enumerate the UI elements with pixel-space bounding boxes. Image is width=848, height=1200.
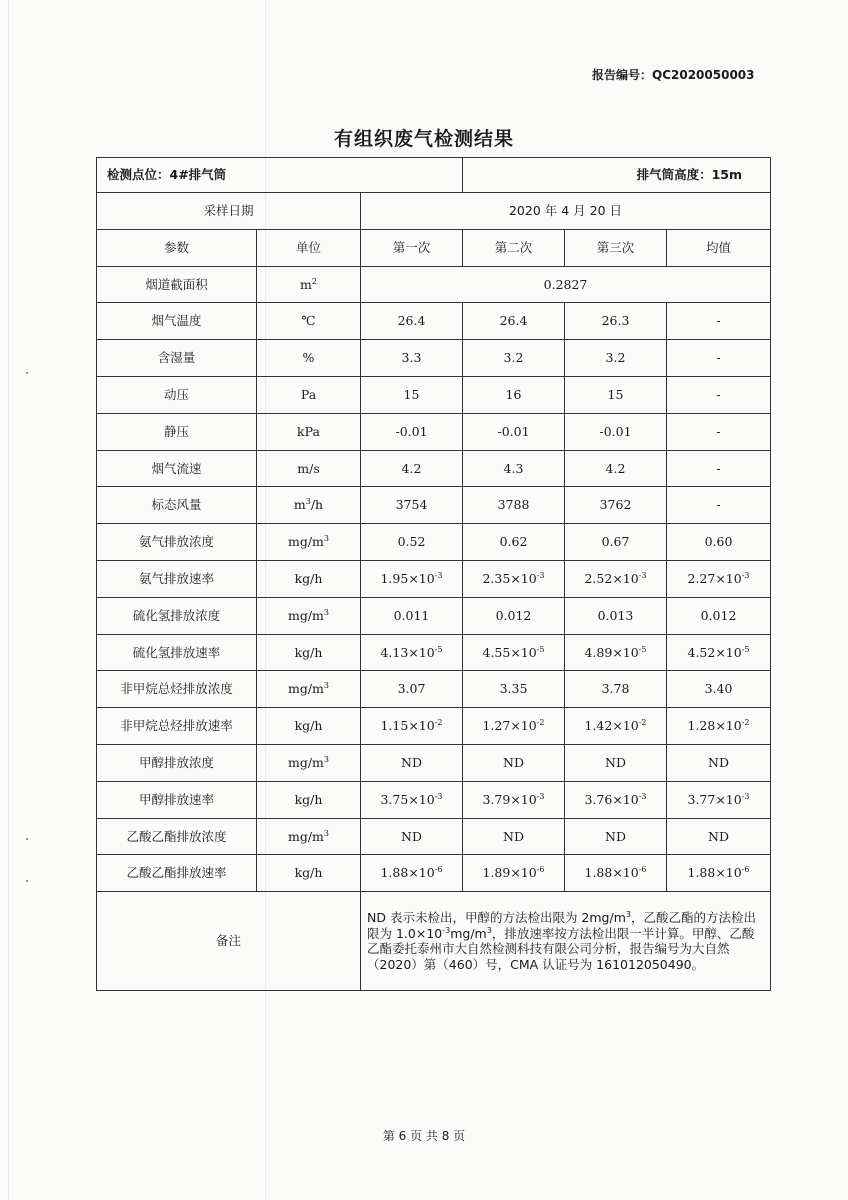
mean-value [667, 671, 771, 708]
remarks-sup: -3 [442, 925, 451, 935]
remarks-sup: 3 [486, 925, 492, 935]
mean-value [667, 744, 771, 781]
measurement-value [361, 413, 463, 450]
column-header: 参数 [97, 229, 257, 266]
measurement-value [565, 597, 667, 634]
remarks-sup: 3 [625, 909, 631, 919]
unit-suffix: /h [310, 497, 324, 513]
mean-value [667, 303, 771, 340]
table-row [97, 597, 771, 634]
measurement-value [565, 781, 667, 818]
unit-text: mg/m [287, 607, 324, 623]
unit-text: Pa [300, 387, 317, 403]
value-text: 15 [403, 387, 420, 403]
measurement-value [463, 303, 565, 340]
table-row [97, 855, 771, 892]
sampling-date-row [97, 193, 771, 230]
unit [257, 376, 361, 413]
value-text: 3.2 [503, 350, 524, 366]
measurement-value [361, 487, 463, 524]
value-text: - [716, 460, 721, 476]
table-row [97, 303, 771, 340]
measurement-value [463, 376, 565, 413]
value-text: - [716, 387, 721, 403]
value-text: 3754 [395, 497, 428, 513]
value-text: 4.2 [605, 460, 626, 476]
measurement-value [565, 671, 667, 708]
measurement-value [565, 634, 667, 671]
value-text: ND [401, 828, 422, 844]
measurement-value [565, 413, 667, 450]
param-name: 烟道截面积 [97, 266, 257, 303]
value-text: - [716, 350, 721, 366]
unit [257, 266, 361, 303]
value-exponent: -2 [434, 718, 443, 728]
table-row [97, 560, 771, 597]
measurement-value [361, 744, 463, 781]
value-text: - [716, 313, 721, 329]
results-table [96, 157, 771, 991]
value-exponent: -5 [741, 644, 750, 654]
mean-value [667, 487, 771, 524]
value-text: 3.77×10 [687, 791, 742, 807]
remarks-part: ND 表示未检出，甲醇的方法检出限为 2mg/m [367, 909, 626, 925]
header-row [97, 158, 771, 193]
column-header: 第三次 [565, 229, 667, 266]
unit [257, 340, 361, 377]
unit-text: mg/m [287, 681, 324, 697]
document-title: 有组织废气检测结果 [333, 128, 514, 150]
value-text: 3762 [599, 497, 632, 513]
measurement-value [361, 597, 463, 634]
value-text: ND [401, 755, 422, 771]
param-name: 甲醇排放浓度 [97, 744, 257, 781]
unit-text: kg/h [294, 791, 323, 807]
unit [257, 450, 361, 487]
value-text: ND [605, 828, 626, 844]
sampling-date-label: 采样日期 [97, 193, 361, 230]
table-row [97, 340, 771, 377]
value-exponent: -6 [638, 865, 647, 875]
sampling-date-value: 2020 年 4 月 20 日 [361, 193, 771, 230]
report-number: 报告编号：QC2020050003 [592, 68, 755, 82]
value-text: 0.011 [393, 607, 430, 623]
param-name: 氨气排放浓度 [97, 524, 257, 561]
unit [257, 597, 361, 634]
value-text: 4.55×10 [482, 644, 537, 660]
unit-text: kPa [297, 423, 320, 439]
column-header-row [97, 229, 771, 266]
measurement-value [361, 671, 463, 708]
measurement-value [361, 634, 463, 671]
value-exponent: -2 [741, 718, 750, 728]
unit-text: mg/m [287, 534, 324, 550]
value-text: 4.13×10 [380, 644, 435, 660]
param-name: 标态风量 [97, 487, 257, 524]
table-row [97, 413, 771, 450]
value-text: -0.01 [395, 423, 428, 439]
mean-value [667, 597, 771, 634]
mean-value [667, 634, 771, 671]
unit-text: kg/h [294, 571, 323, 587]
unit [257, 560, 361, 597]
measurement-value [463, 671, 565, 708]
remarks-row [97, 892, 771, 991]
scan-speck [26, 838, 28, 840]
param-name: 烟气温度 [97, 303, 257, 340]
page-footer: 第 6 页 共 8 页 [382, 1129, 466, 1143]
remarks-part: mg/m [450, 925, 487, 941]
param-name: 乙酸乙酯排放速率 [97, 855, 257, 892]
value-text: 3788 [497, 497, 530, 513]
value-text: 2.52×10 [584, 571, 639, 587]
param-name: 非甲烷总烃排放速率 [97, 708, 257, 745]
table-row [97, 487, 771, 524]
value-text: 3.78 [601, 681, 630, 697]
unit [257, 524, 361, 561]
paper-edge-line [8, 0, 9, 1200]
value-text: ND [503, 828, 524, 844]
value-exponent: -6 [536, 865, 545, 875]
area-value: 0.2827 [361, 266, 771, 303]
measurement-value [361, 855, 463, 892]
value-text: 4.2 [401, 460, 422, 476]
unit [257, 413, 361, 450]
param-name: 动压 [97, 376, 257, 413]
measurement-value [361, 376, 463, 413]
value-text: 3.35 [499, 681, 528, 697]
mean-value [667, 560, 771, 597]
value-text: 16 [505, 387, 522, 403]
unit-superscript: 3 [323, 607, 329, 617]
table-row [97, 744, 771, 781]
measurement-value [565, 524, 667, 561]
value-text: 1.88×10 [380, 865, 435, 881]
measurement-value [463, 818, 565, 855]
table-row [97, 708, 771, 745]
measurement-value [463, 781, 565, 818]
measurement-value [463, 450, 565, 487]
value-exponent: -3 [536, 791, 545, 801]
value-text: 26.3 [601, 313, 630, 329]
measurement-value [565, 450, 667, 487]
value-exponent: -3 [638, 791, 647, 801]
value-text: 3.76×10 [584, 791, 639, 807]
value-text: ND [605, 755, 626, 771]
table-row [97, 450, 771, 487]
value-exponent: -3 [638, 571, 647, 581]
value-text: 4.89×10 [584, 644, 639, 660]
measurement-value [361, 303, 463, 340]
value-text: 1.88×10 [687, 865, 742, 881]
unit [257, 855, 361, 892]
measurement-value [463, 340, 565, 377]
table-row [97, 671, 771, 708]
value-text: - [716, 423, 721, 439]
stack-height: 排气筒高度：15m [463, 158, 771, 193]
value-text: 1.95×10 [380, 571, 435, 587]
value-exponent: -3 [741, 791, 750, 801]
mean-value [667, 818, 771, 855]
unit-text: m [293, 497, 306, 513]
unit-text: ℃ [301, 313, 316, 329]
table-row [97, 524, 771, 561]
measurement-value [565, 560, 667, 597]
value-text: 1.15×10 [380, 718, 435, 734]
param-name: 乙酸乙酯排放浓度 [97, 818, 257, 855]
unit-superscript: 3 [305, 497, 311, 507]
value-exponent: -2 [536, 718, 545, 728]
measurement-value [361, 450, 463, 487]
value-text: 0.60 [704, 534, 733, 550]
measurement-value [361, 818, 463, 855]
unit-text: kg/h [294, 865, 323, 881]
measurement-value [565, 855, 667, 892]
measurement-value [463, 708, 565, 745]
measurement-value [565, 487, 667, 524]
value-text: 0.52 [397, 534, 426, 550]
value-text: 3.07 [397, 681, 426, 697]
mean-value [667, 413, 771, 450]
unit-text: m/s [297, 460, 320, 476]
value-text: ND [503, 755, 524, 771]
unit-text: kg/h [294, 718, 323, 734]
remarks-part: ，乙酸乙酯的方法检出限为 1.0×10 [367, 909, 756, 941]
unit [257, 818, 361, 855]
param-name: 甲醇排放速率 [97, 781, 257, 818]
measurement-value [463, 855, 565, 892]
measurement-value [565, 818, 667, 855]
unit-superscript: 3 [323, 534, 329, 544]
unit-superscript: 3 [323, 755, 329, 765]
column-header: 第一次 [361, 229, 463, 266]
value-text: 3.3 [401, 350, 422, 366]
measurement-value [463, 487, 565, 524]
mean-value [667, 340, 771, 377]
mean-value [667, 450, 771, 487]
unit [257, 671, 361, 708]
value-text: 4.3 [503, 460, 524, 476]
scan-speck [26, 880, 28, 882]
param-name: 非甲烷总烃排放浓度 [97, 671, 257, 708]
unit-text: mg/m [287, 755, 324, 771]
column-header: 第二次 [463, 229, 565, 266]
value-text: - [716, 497, 721, 513]
unit [257, 708, 361, 745]
measurement-value [361, 524, 463, 561]
value-exponent: -2 [638, 718, 647, 728]
unit [257, 487, 361, 524]
column-header: 单位 [257, 229, 361, 266]
value-text: 0.67 [601, 534, 630, 550]
param-name: 含湿量 [97, 340, 257, 377]
value-text: 1.88×10 [584, 865, 639, 881]
value-text: 0.62 [499, 534, 528, 550]
remarks-label: 备注 [97, 892, 361, 991]
table-row [97, 266, 771, 303]
measurement-value [463, 524, 565, 561]
measurement-value [565, 340, 667, 377]
unit [257, 744, 361, 781]
value-exponent: -3 [741, 571, 750, 581]
value-text: 15 [607, 387, 624, 403]
value-text: 26.4 [397, 313, 426, 329]
value-text: -0.01 [599, 423, 632, 439]
value-text: 26.4 [499, 313, 528, 329]
value-text: 1.27×10 [482, 718, 537, 734]
measurement-value [361, 781, 463, 818]
value-text: 3.79×10 [482, 791, 537, 807]
unit [257, 303, 361, 340]
param-name: 烟气流速 [97, 450, 257, 487]
value-text: 3.2 [605, 350, 626, 366]
scan-speck [26, 372, 28, 374]
param-name: 氨气排放速率 [97, 560, 257, 597]
unit [257, 781, 361, 818]
table-row [97, 781, 771, 818]
measurement-value [361, 340, 463, 377]
value-text: 0.012 [495, 607, 532, 623]
measurement-value [361, 708, 463, 745]
value-text: 1.42×10 [584, 718, 639, 734]
value-exponent: -5 [536, 644, 545, 654]
remarks-part: ，排放速率按方法检出限一半计算。甲醇、乙酸乙酯委托泰州市大自然检测科技有限公司分析，报告编号为大自然（2020）第（460）号，CMA 认证号为 161012050490。 [367, 925, 755, 972]
unit-superscript: 2 [311, 276, 317, 286]
unit-text: kg/h [294, 644, 323, 660]
measurement-value [565, 303, 667, 340]
value-text: 2.35×10 [482, 571, 537, 587]
remarks-text [361, 892, 771, 991]
unit-superscript: 3 [323, 828, 329, 838]
value-text: ND [708, 755, 729, 771]
value-exponent: -3 [434, 571, 443, 581]
unit-text: % [302, 350, 315, 366]
measurement-value [463, 634, 565, 671]
measurement-value [565, 376, 667, 413]
measurement-value [463, 413, 565, 450]
value-text: 0.012 [700, 607, 737, 623]
monitoring-site: 检测点位：4#排气筒 [97, 158, 463, 193]
unit [257, 634, 361, 671]
param-name: 硫化氢排放浓度 [97, 597, 257, 634]
column-header: 均值 [667, 229, 771, 266]
measurement-value [463, 560, 565, 597]
measurement-value [463, 597, 565, 634]
value-exponent: -3 [536, 571, 545, 581]
mean-value [667, 376, 771, 413]
value-text: -0.01 [497, 423, 530, 439]
unit-text: m [300, 276, 312, 292]
data-rows [97, 303, 771, 892]
value-exponent: -6 [741, 865, 750, 875]
param-name: 硫化氢排放速率 [97, 634, 257, 671]
value-text: 4.52×10 [687, 644, 742, 660]
value-exponent: -3 [434, 791, 443, 801]
measurement-value [361, 560, 463, 597]
mean-value [667, 781, 771, 818]
value-text: 3.75×10 [380, 791, 435, 807]
mean-value [667, 855, 771, 892]
value-exponent: -5 [638, 644, 647, 654]
value-text: 1.28×10 [687, 718, 742, 734]
value-text: ND [708, 828, 729, 844]
unit-superscript: 3 [323, 681, 329, 691]
table-row [97, 818, 771, 855]
mean-value [667, 524, 771, 561]
value-text: 2.27×10 [687, 571, 742, 587]
measurement-value [565, 744, 667, 781]
param-name: 静压 [97, 413, 257, 450]
table-row [97, 376, 771, 413]
measurement-value [565, 708, 667, 745]
mean-value [667, 708, 771, 745]
unit-text: mg/m [287, 828, 324, 844]
table-row [97, 634, 771, 671]
value-text: 0.013 [597, 607, 634, 623]
value-text: 3.40 [704, 681, 733, 697]
value-exponent: -5 [434, 644, 443, 654]
value-exponent: -6 [434, 865, 443, 875]
value-text: 1.89×10 [482, 865, 537, 881]
measurement-value [463, 744, 565, 781]
